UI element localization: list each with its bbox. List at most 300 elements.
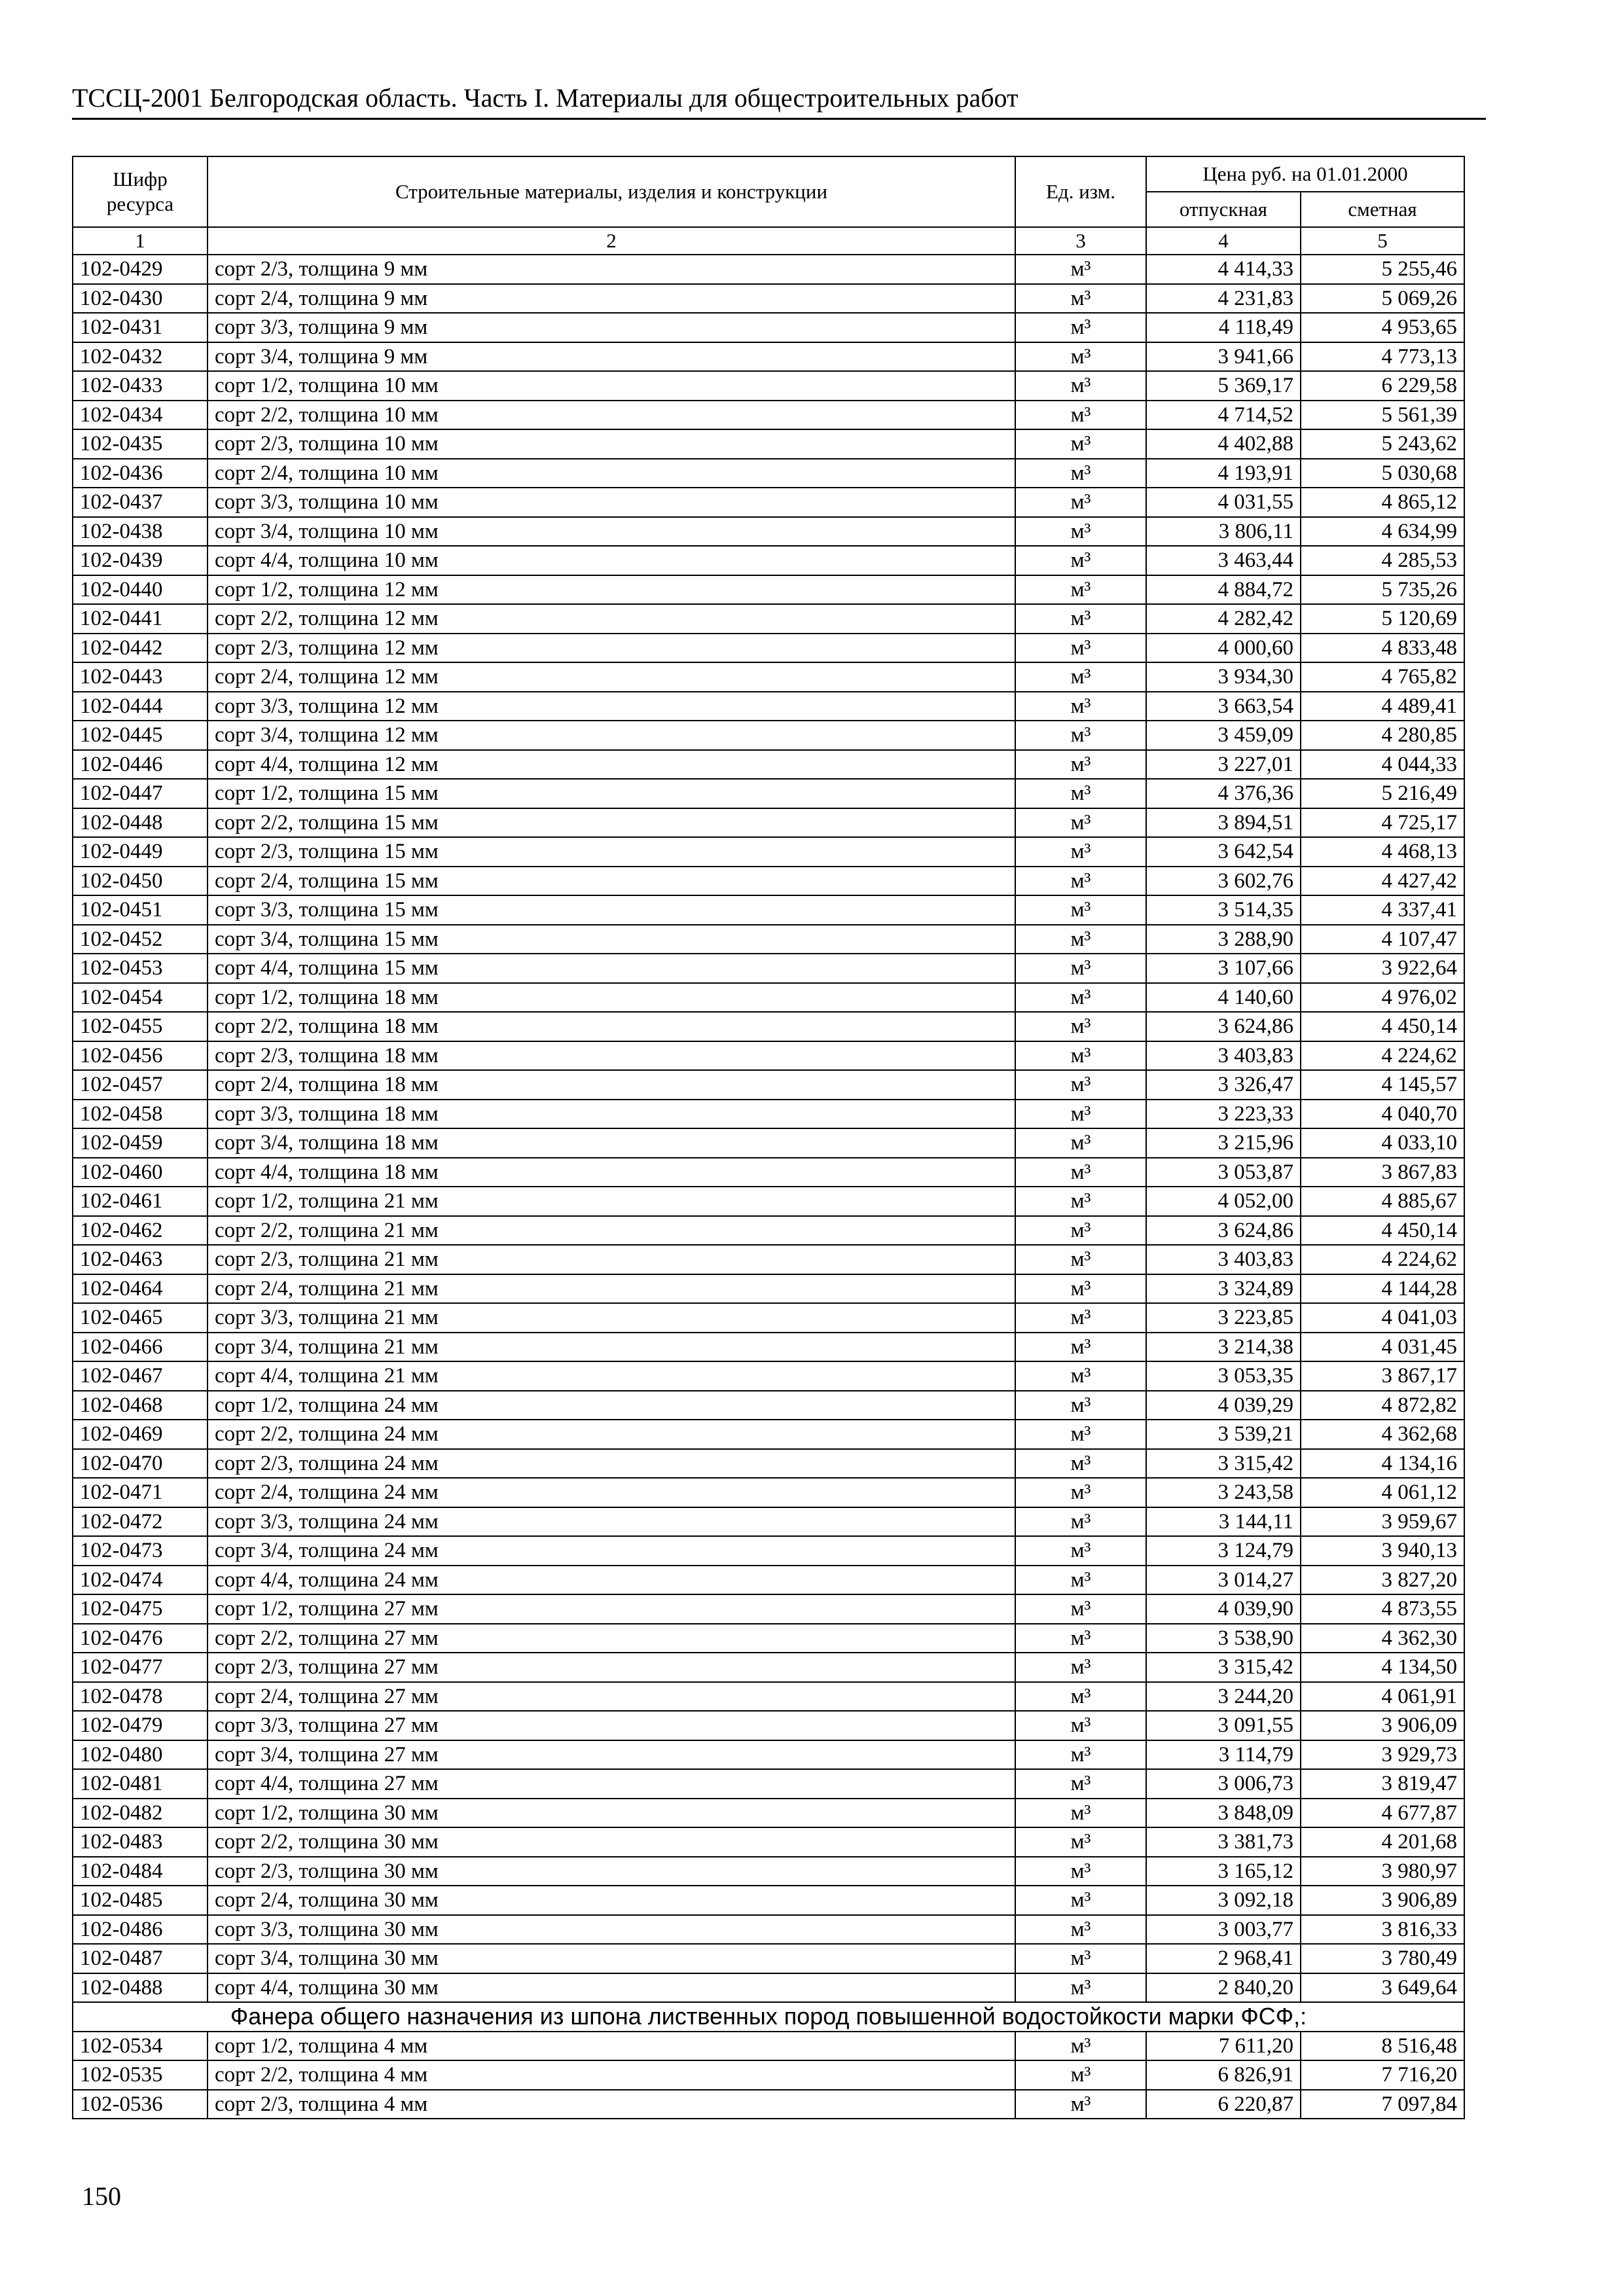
- unit-cell: м³: [1015, 1740, 1146, 1770]
- estimate-price: 4 489,41: [1301, 692, 1464, 721]
- resource-code: 102-0468: [73, 1391, 208, 1420]
- table-row: [73, 1041, 1464, 1071]
- resource-code: 102-0474: [73, 1566, 208, 1595]
- resource-code: 102-0440: [73, 575, 208, 605]
- material-name: сорт 2/2, толщина 27 мм: [208, 1624, 1015, 1653]
- estimate-price: 4 885,67: [1301, 1187, 1464, 1216]
- release-price: 3 642,54: [1146, 837, 1301, 867]
- resource-code: 102-0450: [73, 867, 208, 896]
- section-title: Фанера общего назначения из шпона лиственных пород повышенной водостойкости марки ФСФ,:: [73, 2002, 1464, 2032]
- unit-cell: м³: [1015, 662, 1146, 692]
- column-number: 1: [73, 227, 208, 255]
- unit-cell: м³: [1015, 1711, 1146, 1740]
- unit-cell: м³: [1015, 1216, 1146, 1246]
- unit-cell: м³: [1015, 1769, 1146, 1799]
- unit-cell: м³: [1015, 371, 1146, 401]
- table-row: [73, 634, 1464, 663]
- material-name: сорт 3/4, толщина 10 мм: [208, 517, 1015, 547]
- release-price: 4 714,52: [1146, 401, 1301, 430]
- table-row: [73, 1827, 1464, 1857]
- resource-code: 102-0535: [73, 2060, 208, 2090]
- material-name: сорт 3/4, толщина 24 мм: [208, 1536, 1015, 1566]
- estimate-price: 3 649,64: [1301, 1973, 1464, 2003]
- estimate-price: 4 061,12: [1301, 1478, 1464, 1507]
- table-row: [73, 1711, 1464, 1740]
- material-name: сорт 2/2, толщина 12 мм: [208, 604, 1015, 634]
- material-name: сорт 1/2, толщина 27 мм: [208, 1594, 1015, 1624]
- estimate-price: 3 959,67: [1301, 1507, 1464, 1537]
- release-price: 4 118,49: [1146, 313, 1301, 342]
- release-price: 4 039,29: [1146, 1391, 1301, 1420]
- table-row: [73, 342, 1464, 372]
- table-body: [73, 255, 1464, 2119]
- table-row: [73, 750, 1464, 780]
- material-name: сорт 3/4, толщина 27 мм: [208, 1740, 1015, 1770]
- unit-cell: м³: [1015, 1682, 1146, 1712]
- unit-cell: м³: [1015, 1624, 1146, 1653]
- resource-code: 102-0454: [73, 983, 208, 1013]
- unit-cell: м³: [1015, 1973, 1146, 2003]
- estimate-price: 6 229,58: [1301, 371, 1464, 401]
- resource-code: 102-0482: [73, 1799, 208, 1828]
- estimate-price: 4 725,17: [1301, 808, 1464, 838]
- material-name: сорт 1/2, толщина 30 мм: [208, 1799, 1015, 1828]
- resource-code: 102-0458: [73, 1100, 208, 1129]
- estimate-price: 4 362,68: [1301, 1420, 1464, 1449]
- material-name: сорт 1/2, толщина 12 мм: [208, 575, 1015, 605]
- unit-cell: м³: [1015, 517, 1146, 547]
- material-name: сорт 2/2, толщина 24 мм: [208, 1420, 1015, 1449]
- estimate-price: 4 362,30: [1301, 1624, 1464, 1653]
- material-name: сорт 2/4, толщина 30 мм: [208, 1886, 1015, 1915]
- material-name: сорт 2/3, толщина 27 мм: [208, 1653, 1015, 1682]
- column-number: 2: [208, 227, 1015, 255]
- resource-code: 102-0444: [73, 692, 208, 721]
- resource-code: 102-0447: [73, 779, 208, 808]
- unit-cell: м³: [1015, 954, 1146, 983]
- unit-cell: м³: [1015, 1333, 1146, 1362]
- resource-code: 102-0436: [73, 459, 208, 488]
- table-row: [73, 1478, 1464, 1507]
- resource-code: 102-0463: [73, 1245, 208, 1274]
- table-row: [73, 255, 1464, 284]
- resource-code: 102-0486: [73, 1915, 208, 1945]
- material-name: сорт 1/2, толщина 10 мм: [208, 371, 1015, 401]
- material-name: сорт 3/4, толщина 30 мм: [208, 1944, 1015, 1973]
- table-row: [73, 1566, 1464, 1595]
- unit-cell: м³: [1015, 983, 1146, 1013]
- table-row: [73, 488, 1464, 517]
- estimate-price: 3 780,49: [1301, 1944, 1464, 1973]
- table-row: [73, 429, 1464, 459]
- release-price: 3 602,76: [1146, 867, 1301, 896]
- estimate-price: 4 773,13: [1301, 342, 1464, 372]
- release-price: 7 611,20: [1146, 2032, 1301, 2061]
- unit-cell: м³: [1015, 1536, 1146, 1566]
- resource-code: 102-0433: [73, 371, 208, 401]
- estimate-price: 4 107,47: [1301, 925, 1464, 954]
- release-price: 4 282,42: [1146, 604, 1301, 634]
- estimate-price: 4 677,87: [1301, 1799, 1464, 1828]
- table-row: [73, 459, 1464, 488]
- material-name: сорт 4/4, толщина 27 мм: [208, 1769, 1015, 1799]
- unit-cell: м³: [1015, 604, 1146, 634]
- estimate-price: 4 450,14: [1301, 1012, 1464, 1041]
- resource-code: 102-0476: [73, 1624, 208, 1653]
- estimate-price: 8 516,48: [1301, 2032, 1464, 2061]
- header-rule: [72, 118, 1486, 120]
- price-table: [72, 156, 1465, 2119]
- estimate-price: 4 033,10: [1301, 1128, 1464, 1158]
- resource-code: 102-0472: [73, 1507, 208, 1537]
- table-row: [73, 1740, 1464, 1770]
- release-price: 3 014,27: [1146, 1566, 1301, 1595]
- release-price: 3 223,33: [1146, 1100, 1301, 1129]
- material-name: сорт 2/2, толщина 18 мм: [208, 1012, 1015, 1041]
- estimate-price: 4 833,48: [1301, 634, 1464, 663]
- header-unit: Ед. изм.: [1015, 156, 1146, 227]
- material-name: сорт 3/4, толщина 15 мм: [208, 925, 1015, 954]
- table-row: [73, 517, 1464, 547]
- estimate-price: 4 865,12: [1301, 488, 1464, 517]
- table-row: [73, 895, 1464, 925]
- release-price: 3 663,54: [1146, 692, 1301, 721]
- header-name: Строительные материалы, изделия и конструкции: [208, 156, 1015, 227]
- unit-cell: м³: [1015, 1274, 1146, 1304]
- header-release-price: отпускная: [1146, 192, 1301, 227]
- estimate-price: 4 285,53: [1301, 546, 1464, 575]
- estimate-price: 3 827,20: [1301, 1566, 1464, 1595]
- unit-cell: м³: [1015, 1245, 1146, 1274]
- resource-code: 102-0477: [73, 1653, 208, 1682]
- resource-code: 102-0461: [73, 1187, 208, 1216]
- unit-cell: м³: [1015, 255, 1146, 284]
- material-name: сорт 1/2, толщина 21 мм: [208, 1187, 1015, 1216]
- material-name: сорт 3/4, толщина 9 мм: [208, 342, 1015, 372]
- resource-code: 102-0434: [73, 401, 208, 430]
- table-row: [73, 313, 1464, 342]
- material-name: сорт 2/4, толщина 21 мм: [208, 1274, 1015, 1304]
- unit-cell: м³: [1015, 634, 1146, 663]
- resource-code: 102-0464: [73, 1274, 208, 1304]
- resource-code: 102-0487: [73, 1944, 208, 1973]
- estimate-price: 4 337,41: [1301, 895, 1464, 925]
- unit-cell: м³: [1015, 837, 1146, 867]
- header-price-group: Цена руб. на 01.01.2000: [1146, 156, 1464, 192]
- release-price: 4 376,36: [1146, 779, 1301, 808]
- material-name: сорт 2/4, толщина 12 мм: [208, 662, 1015, 692]
- estimate-price: 4 427,42: [1301, 867, 1464, 896]
- release-price: 4 039,90: [1146, 1594, 1301, 1624]
- estimate-price: 5 243,62: [1301, 429, 1464, 459]
- table-row: [73, 1274, 1464, 1304]
- table-row: [73, 2060, 1464, 2090]
- resource-code: 102-0455: [73, 1012, 208, 1041]
- resource-code: 102-0448: [73, 808, 208, 838]
- unit-cell: м³: [1015, 925, 1146, 954]
- table-row: [73, 1653, 1464, 1682]
- estimate-price: 4 134,50: [1301, 1653, 1464, 1682]
- material-name: сорт 2/3, толщина 12 мм: [208, 634, 1015, 663]
- release-price: 4 052,00: [1146, 1187, 1301, 1216]
- table-row: [73, 1682, 1464, 1712]
- unit-cell: м³: [1015, 1303, 1146, 1333]
- release-price: 3 165,12: [1146, 1857, 1301, 1886]
- unit-cell: м³: [1015, 1420, 1146, 1449]
- resource-code: 102-0457: [73, 1070, 208, 1100]
- release-price: 3 053,87: [1146, 1158, 1301, 1187]
- unit-cell: м³: [1015, 1799, 1146, 1828]
- table-row: [73, 1420, 1464, 1449]
- unit-cell: м³: [1015, 313, 1146, 342]
- unit-cell: м³: [1015, 1827, 1146, 1857]
- table-row: [73, 1915, 1464, 1945]
- table-row: [73, 1857, 1464, 1886]
- unit-cell: м³: [1015, 1100, 1146, 1129]
- estimate-price: 4 468,13: [1301, 837, 1464, 867]
- material-name: сорт 4/4, толщина 12 мм: [208, 750, 1015, 780]
- estimate-price: 4 976,02: [1301, 983, 1464, 1013]
- resource-code: 102-0441: [73, 604, 208, 634]
- estimate-price: 5 735,26: [1301, 575, 1464, 605]
- table-row: [73, 692, 1464, 721]
- release-price: 3 288,90: [1146, 925, 1301, 954]
- release-price: 4 414,33: [1146, 255, 1301, 284]
- release-price: 3 326,47: [1146, 1070, 1301, 1100]
- release-price: 3 934,30: [1146, 662, 1301, 692]
- table-row: [73, 1012, 1464, 1041]
- resource-code: 102-0435: [73, 429, 208, 459]
- table-row: [73, 1973, 1464, 2003]
- material-name: сорт 1/2, толщина 4 мм: [208, 2032, 1015, 2061]
- table-row: [73, 2090, 1464, 2119]
- table-row: [73, 1886, 1464, 1915]
- material-name: сорт 2/4, толщина 9 мм: [208, 284, 1015, 314]
- table-row: [73, 1128, 1464, 1158]
- resource-code: 102-0456: [73, 1041, 208, 1071]
- unit-cell: м³: [1015, 750, 1146, 780]
- material-name: сорт 2/2, толщина 10 мм: [208, 401, 1015, 430]
- resource-code: 102-0442: [73, 634, 208, 663]
- estimate-price: 5 069,26: [1301, 284, 1464, 314]
- resource-code: 102-0475: [73, 1594, 208, 1624]
- column-number: 5: [1301, 227, 1464, 255]
- unit-cell: м³: [1015, 1012, 1146, 1041]
- resource-code: 102-0467: [73, 1361, 208, 1391]
- release-price: 4 031,55: [1146, 488, 1301, 517]
- table-row: [73, 1303, 1464, 1333]
- resource-code: 102-0470: [73, 1449, 208, 1479]
- estimate-price: 3 922,64: [1301, 954, 1464, 983]
- material-name: сорт 2/2, толщина 4 мм: [208, 2060, 1015, 2090]
- release-price: 2 968,41: [1146, 1944, 1301, 1973]
- estimate-price: 3 980,97: [1301, 1857, 1464, 1886]
- unit-cell: м³: [1015, 808, 1146, 838]
- release-price: 3 941,66: [1146, 342, 1301, 372]
- material-name: сорт 2/4, толщина 10 мм: [208, 459, 1015, 488]
- unit-cell: м³: [1015, 2060, 1146, 2090]
- unit-cell: м³: [1015, 401, 1146, 430]
- table-row: [73, 1158, 1464, 1187]
- estimate-price: 4 040,70: [1301, 1100, 1464, 1129]
- table-row: [73, 1944, 1464, 1973]
- material-name: сорт 2/4, толщина 24 мм: [208, 1478, 1015, 1507]
- estimate-price: 4 061,91: [1301, 1682, 1464, 1712]
- resource-code: 102-0443: [73, 662, 208, 692]
- resource-code: 102-0480: [73, 1740, 208, 1770]
- material-name: сорт 3/4, толщина 18 мм: [208, 1128, 1015, 1158]
- estimate-price: 5 120,69: [1301, 604, 1464, 634]
- unit-cell: м³: [1015, 1653, 1146, 1682]
- resource-code: 102-0462: [73, 1216, 208, 1246]
- table-row: [73, 662, 1464, 692]
- resource-code: 102-0453: [73, 954, 208, 983]
- estimate-price: 3 940,13: [1301, 1536, 1464, 1566]
- release-price: 5 369,17: [1146, 371, 1301, 401]
- material-name: сорт 3/3, толщина 10 мм: [208, 488, 1015, 517]
- estimate-price: 4 634,99: [1301, 517, 1464, 547]
- resource-code: 102-0439: [73, 546, 208, 575]
- unit-cell: м³: [1015, 575, 1146, 605]
- release-price: 4 231,83: [1146, 284, 1301, 314]
- release-price: 4 000,60: [1146, 634, 1301, 663]
- table-row: [73, 1799, 1464, 1828]
- estimate-price: 5 255,46: [1301, 255, 1464, 284]
- unit-cell: м³: [1015, 1886, 1146, 1915]
- material-name: сорт 4/4, толщина 24 мм: [208, 1566, 1015, 1595]
- resource-code: 102-0471: [73, 1478, 208, 1507]
- release-price: 3 624,86: [1146, 1216, 1301, 1246]
- resource-code: 102-0469: [73, 1420, 208, 1449]
- release-price: 2 840,20: [1146, 1973, 1301, 2003]
- release-price: 3 806,11: [1146, 517, 1301, 547]
- unit-cell: м³: [1015, 1857, 1146, 1886]
- material-name: сорт 2/4, толщина 18 мм: [208, 1070, 1015, 1100]
- release-price: 3 114,79: [1146, 1740, 1301, 1770]
- unit-cell: м³: [1015, 1449, 1146, 1479]
- unit-cell: м³: [1015, 459, 1146, 488]
- resource-code: 102-0452: [73, 925, 208, 954]
- estimate-price: 7 097,84: [1301, 2090, 1464, 2119]
- table-row: [73, 575, 1464, 605]
- table-row: [73, 1449, 1464, 1479]
- material-name: сорт 2/3, толщина 18 мм: [208, 1041, 1015, 1071]
- table-row: [73, 1187, 1464, 1216]
- unit-cell: м³: [1015, 1915, 1146, 1945]
- unit-cell: м³: [1015, 342, 1146, 372]
- resource-code: 102-0483: [73, 1827, 208, 1857]
- page-number: 150: [82, 2181, 121, 2211]
- table-row: [73, 546, 1464, 575]
- table-row: [73, 1245, 1464, 1274]
- estimate-price: 4 145,57: [1301, 1070, 1464, 1100]
- table-row: [73, 1070, 1464, 1100]
- resource-code: 102-0488: [73, 1973, 208, 2003]
- estimate-price: 4 201,68: [1301, 1827, 1464, 1857]
- release-price: 3 538,90: [1146, 1624, 1301, 1653]
- material-name: сорт 3/4, толщина 21 мм: [208, 1333, 1015, 1362]
- estimate-price: 4 224,62: [1301, 1245, 1464, 1274]
- release-price: 3 227,01: [1146, 750, 1301, 780]
- material-name: сорт 3/3, толщина 18 мм: [208, 1100, 1015, 1129]
- unit-cell: м³: [1015, 1478, 1146, 1507]
- estimate-price: 3 819,47: [1301, 1769, 1464, 1799]
- resource-code: 102-0437: [73, 488, 208, 517]
- resource-code: 102-0429: [73, 255, 208, 284]
- release-price: 3 214,38: [1146, 1333, 1301, 1362]
- resource-code: 102-0430: [73, 284, 208, 314]
- release-price: 3 107,66: [1146, 954, 1301, 983]
- resource-code: 102-0449: [73, 837, 208, 867]
- material-name: сорт 3/3, толщина 27 мм: [208, 1711, 1015, 1740]
- estimate-price: 5 216,49: [1301, 779, 1464, 808]
- release-price: 6 220,87: [1146, 2090, 1301, 2119]
- release-price: 3 894,51: [1146, 808, 1301, 838]
- unit-cell: м³: [1015, 1158, 1146, 1187]
- material-name: сорт 3/3, толщина 15 мм: [208, 895, 1015, 925]
- resource-code: 102-0479: [73, 1711, 208, 1740]
- release-price: 3 215,96: [1146, 1128, 1301, 1158]
- resource-code: 102-0460: [73, 1158, 208, 1187]
- material-name: сорт 3/3, толщина 12 мм: [208, 692, 1015, 721]
- estimate-price: 4 144,28: [1301, 1274, 1464, 1304]
- resource-code: 102-0445: [73, 721, 208, 750]
- release-price: 3 244,20: [1146, 1682, 1301, 1712]
- resource-code: 102-0478: [73, 1682, 208, 1712]
- estimate-price: 4 953,65: [1301, 313, 1464, 342]
- estimate-price: 3 867,83: [1301, 1158, 1464, 1187]
- unit-cell: м³: [1015, 895, 1146, 925]
- estimate-price: 4 224,62: [1301, 1041, 1464, 1071]
- resource-code: 102-0473: [73, 1536, 208, 1566]
- unit-cell: м³: [1015, 1391, 1146, 1420]
- unit-cell: м³: [1015, 429, 1146, 459]
- material-name: сорт 4/4, толщина 15 мм: [208, 954, 1015, 983]
- material-name: сорт 2/3, толщина 15 мм: [208, 837, 1015, 867]
- table-row: [73, 1216, 1464, 1246]
- table-row: [73, 983, 1464, 1013]
- unit-cell: м³: [1015, 867, 1146, 896]
- material-name: сорт 2/3, толщина 10 мм: [208, 429, 1015, 459]
- unit-cell: м³: [1015, 1070, 1146, 1100]
- estimate-price: 4 450,14: [1301, 1216, 1464, 1246]
- table-row: [73, 1361, 1464, 1391]
- resource-code: 102-0534: [73, 2032, 208, 2061]
- material-name: сорт 1/2, толщина 24 мм: [208, 1391, 1015, 1420]
- unit-cell: м³: [1015, 284, 1146, 314]
- release-price: 3 006,73: [1146, 1769, 1301, 1799]
- resource-code: 102-0466: [73, 1333, 208, 1362]
- release-price: 3 463,44: [1146, 546, 1301, 575]
- release-price: 3 315,42: [1146, 1449, 1301, 1479]
- table-row: [73, 837, 1464, 867]
- estimate-price: 4 041,03: [1301, 1303, 1464, 1333]
- release-price: 3 403,83: [1146, 1041, 1301, 1071]
- table-row: [73, 1594, 1464, 1624]
- unit-cell: м³: [1015, 1361, 1146, 1391]
- estimate-price: 4 873,55: [1301, 1594, 1464, 1624]
- unit-cell: м³: [1015, 1594, 1146, 1624]
- resource-code: 102-0432: [73, 342, 208, 372]
- release-price: 3 144,11: [1146, 1507, 1301, 1537]
- estimate-price: 5 561,39: [1301, 401, 1464, 430]
- table-row: [73, 1333, 1464, 1362]
- unit-cell: м³: [1015, 1187, 1146, 1216]
- table-row: [73, 2032, 1464, 2061]
- resource-code: 102-0451: [73, 895, 208, 925]
- unit-cell: м³: [1015, 1128, 1146, 1158]
- release-price: 4 402,88: [1146, 429, 1301, 459]
